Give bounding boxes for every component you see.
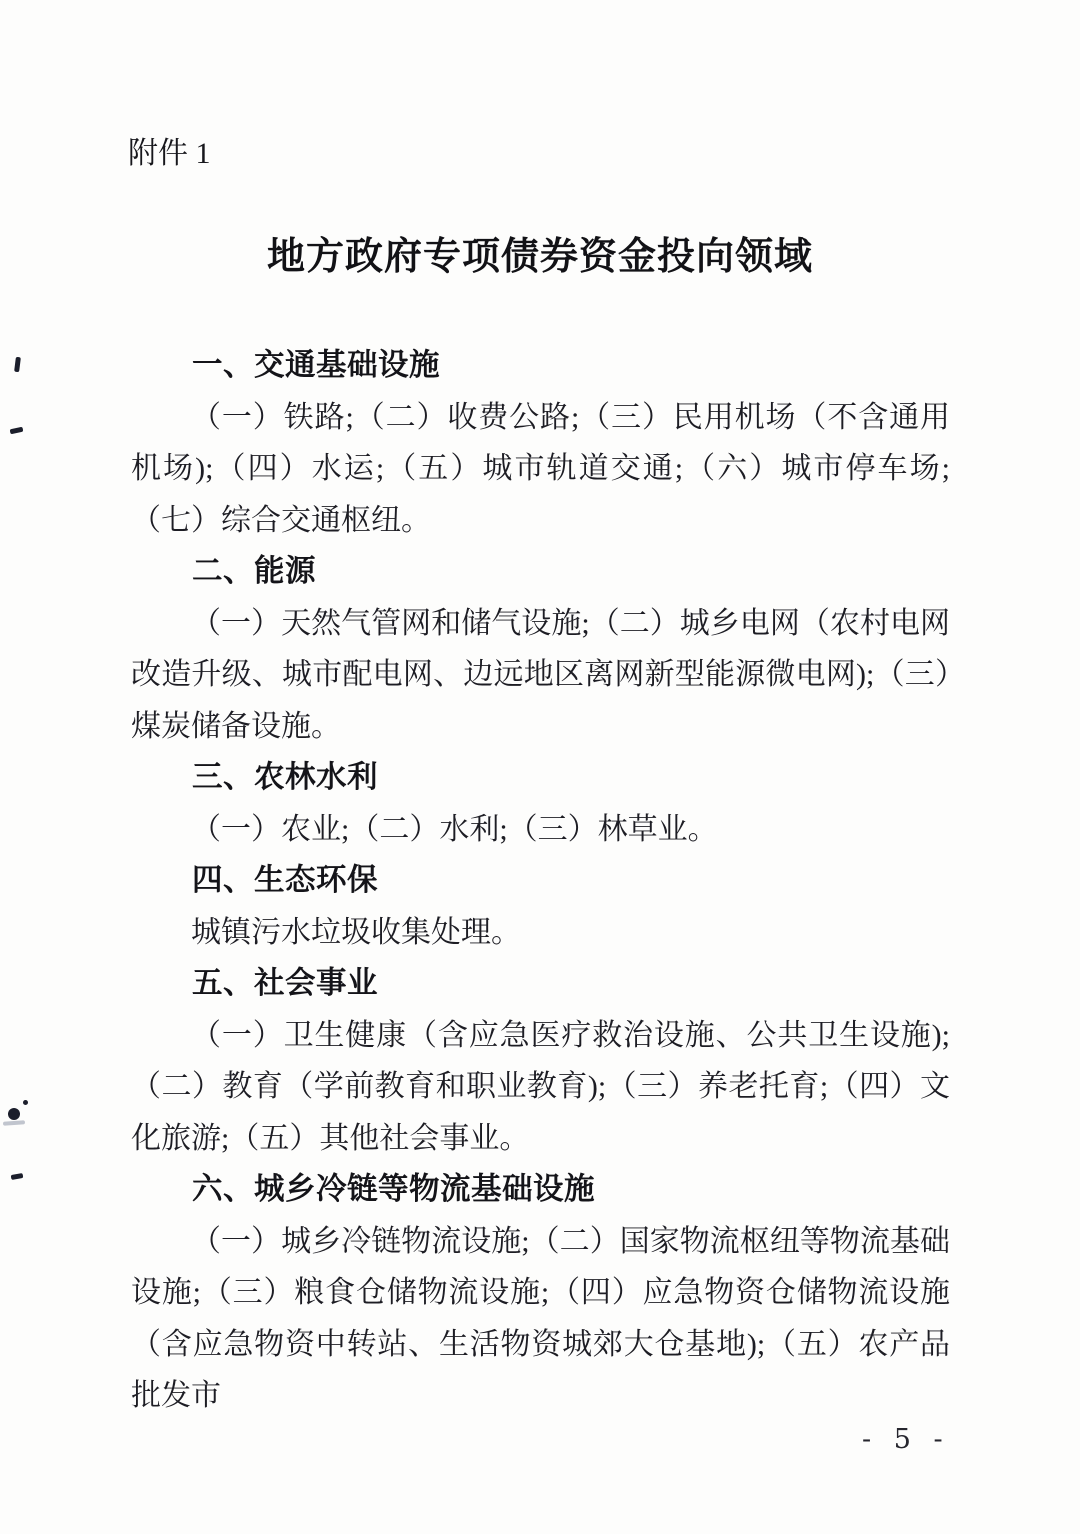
section-heading: 一、交通基础设施 [192,348,440,382]
attachment-label: 附件 1 [128,137,211,170]
page-title: 地方政府专项债券资金投向领域 [266,233,813,278]
section-heading: 四、生态环保 [192,863,378,897]
ink-speck [3,1120,25,1126]
ink-speck [23,1100,28,1105]
section-body: （一）农业;（二）水利;（三）林草业。 [191,812,718,846]
section-social [131,958,950,1164]
section-heading: 六、城乡冷链等物流基础设施 [192,1172,595,1206]
section-body: （一）城乡冷链物流设施;（二）国家物流枢纽等物流基础设施;（三）粮食仓储物流设施;（四）应急物资仓储物流设施（含应急物资中转站、生活物资城郊大仓基地);（五）农产品批发市 [131,1224,950,1412]
ink-speck [8,1108,20,1120]
section-body: （一）卫生健康（含应急医疗救治设施、公共卫生设施);（二）教育（学前教育和职业教育);（三）养老托育;（四）文化旅游;（五）其他社会事业。 [131,1018,950,1155]
section-heading: 三、农林水利 [192,760,378,794]
section-logistics [131,1164,950,1422]
document-body [131,340,950,1422]
section-body: 城镇污水垃圾收集处理。 [191,915,521,949]
section-ecology [131,855,950,958]
section-body: （一）天然气管网和储气设施;（二）城乡电网（农村电网改造升级、城市配电网、边远地区离网新型能源微电网);（三）煤炭储备设施。 [131,606,950,743]
section-transport [131,340,950,546]
section-body: （一）铁路;（二）收费公路;（三）民用机场（不含通用机场);（四）水运;（五）城市轨道交通;（六）城市停车场;（七）综合交通枢纽。 [131,400,950,537]
ink-speck [10,427,24,435]
section-energy [131,546,950,752]
section-heading: 五、社会事业 [192,966,378,1000]
ink-speck [11,1173,24,1180]
page-number: - 5 - [862,1424,950,1455]
section-heading: 二、能源 [192,554,316,588]
ink-speck [14,357,21,372]
section-agriculture-water [131,752,950,855]
